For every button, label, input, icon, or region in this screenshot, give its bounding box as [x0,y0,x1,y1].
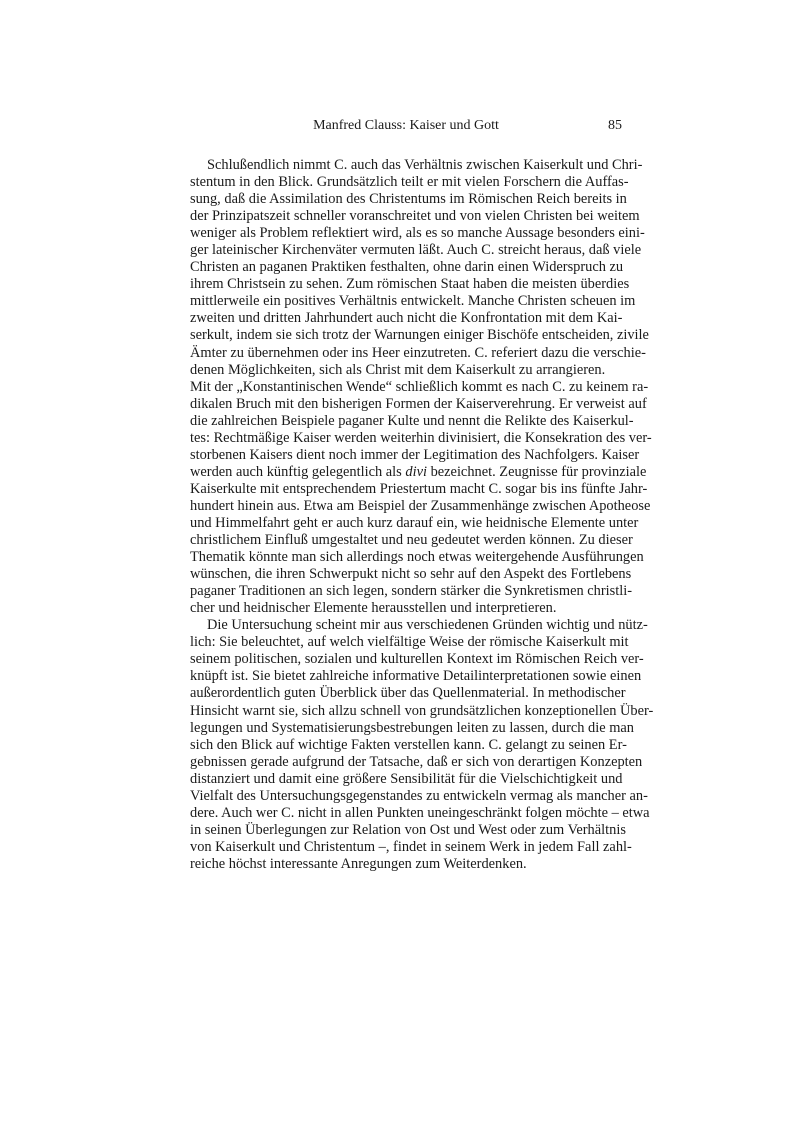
text-line: dikalen Bruch mit den bisherigen Formen der Kaiserverehrung. Er verweist auf [190,395,647,412]
running-title: Manfred Clauss: Kaiser und Gott [313,118,499,133]
text-line: tes: Rechtmäßige Kaiser werden weiterhin divinisiert, die Konsekration des ver- [190,429,652,446]
text-line: distanziert und damit eine größere Sensibilität für die Vielschichtigkeit und [190,770,623,787]
text-segment: werden auch künftig gelegentlich als [190,463,406,480]
text-line: wünschen, die ihren Schwerpukt nicht so sehr auf den Aspekt des Fortlebens [190,566,632,583]
text-line: und Himmelfahrt geht er auch kurz darauf ein, wie heidnische Elemente unter [190,514,639,531]
text-line: knüpft ist. Sie bietet zahlreiche informative Detailinterpretationen sowie einen [190,668,642,685]
paragraph [190,378,652,618]
page-header [190,118,622,136]
text-line: storbenen Kaisers dient noch immer der Legitimation des Nachfolgers. Kaiser [190,446,640,463]
text-line: serkult, indem sie sich trotz der Warnungen einiger Bischöfe entscheiden, zivile [190,327,649,344]
paragraph [190,617,654,873]
text-line: Schlußendlich nimmt C. auch das Verhältnis zwischen Kaiserkult und Chri- [207,157,643,173]
text-line: Mit der „Konstantinischen Wende“ schließlich kommt es nach C. zu keinem ra- [190,378,649,395]
text-line: Thematik könnte man sich allerdings noch etwas weitergehende Ausführungen [190,549,644,566]
text-line: Kaiserkulte mit entsprechendem Priestertum macht C. sogar bis ins fünfte Jahr- [190,480,648,497]
text-line: von Kaiserkult und Christentum –, findet in seinem Werk in jedem Fall zahl- [190,838,632,855]
text-line: legungen und Systematisierungsbestrebungen leiten zu lassen, durch die man [190,719,635,736]
text-line: dere. Auch wer C. nicht in allen Punkten uneingeschränkt folgen möchte – etwa [190,804,650,821]
text-line: sich den Blick auf wichtige Fakten verstellen kann. C. gelangt zu seinen Er- [190,736,627,753]
text-line: die zahlreichen Beispiele paganer Kulte und nennt die Relikte des Kaiserkul- [190,412,634,429]
page-number: 85 [608,118,622,133]
body-text [190,157,654,873]
text-line: seinem politischen, sozialen und kulturellen Kontext im Römischen Reich ver- [190,651,644,668]
text-line: hundert hinein aus. Etwa am Beispiel der Zusammenhänge zwischen Apotheose [190,497,651,514]
text-line: gebnissen gerade aufgrund der Tatsache, daß er sich von derartigen Konzepten [190,753,643,770]
text-line: sung, daß die Assimilation des Christentums im Römischen Reich bereits in [190,191,627,208]
text-line: ihrem Christsein zu sehen. Zum römischen Staat haben die meisten überdies [190,276,630,293]
text-line: ger lateinischer Kirchenväter vermuten läßt. Auch C. streicht heraus, daß viele [190,242,642,259]
text-line: christlichem Einfluß umgestaltet und neu gedeutet werden können. Zu dieser [190,532,633,549]
text-line: außerordentlich guten Überblick über das Quellenmaterial. In methodischer [190,685,626,702]
text-line [190,463,647,481]
text-segment: bezeichnet. Zeugnisse für provinziale [426,463,647,480]
text-line: Hinsicht warnt sie, sich allzu schnell von grundsätzlichen konzeptionellen Über- [190,702,654,719]
paragraph [190,157,649,379]
text-line: cher und heidnischer Elemente herausstellen und interpretieren. [190,600,557,617]
text-line: der Prinzipatszeit schneller voranschreitet und von vielen Christen bei weitem [190,208,640,225]
text-line: weniger als Problem reflektiert wird, als es so manche Aussage besonders eini- [190,225,645,242]
text-line: reiche höchst interessante Anregungen zum Weiterdenken. [190,855,527,872]
text-line: Die Untersuchung scheint mir aus verschiedenen Gründen wichtig und nütz- [207,617,648,634]
text-line: Christen an paganen Praktiken festhalten, ohne darin einen Widerspruch zu [190,259,624,276]
text-line: lich: Sie beleuchtet, auf welch vielfältige Weise der römische Kaiserkult mit [190,634,629,651]
text-line: in seinen Überlegungen zur Relation von Ost und West oder zum Verhältnis [190,821,626,838]
italic-term: divi [405,463,427,480]
text-line: Vielfalt des Untersuchungsgegenstandes zu entwickeln vermag als mancher an- [190,787,648,804]
text-line: paganer Traditionen an sich legen, sondern stärker die Synkretismen christli- [190,583,633,600]
text-line: Ämter zu übernehmen oder ins Heer einzutreten. C. referiert dazu die verschie- [190,344,646,361]
text-line: stentum in den Blick. Grundsätzlich teilt er mit vielen Forschern die Auffas- [190,174,629,191]
text-line: denen Möglichkeiten, sich als Christ mit dem Kaiserkult zu arrangieren. [190,361,606,378]
text-line: zweiten und dritten Jahrhundert auch nicht die Konfrontation mit dem Kai- [190,310,623,327]
text-line: mittlerweile ein positives Verhältnis entwickelt. Manche Christen scheuen im [190,293,636,310]
